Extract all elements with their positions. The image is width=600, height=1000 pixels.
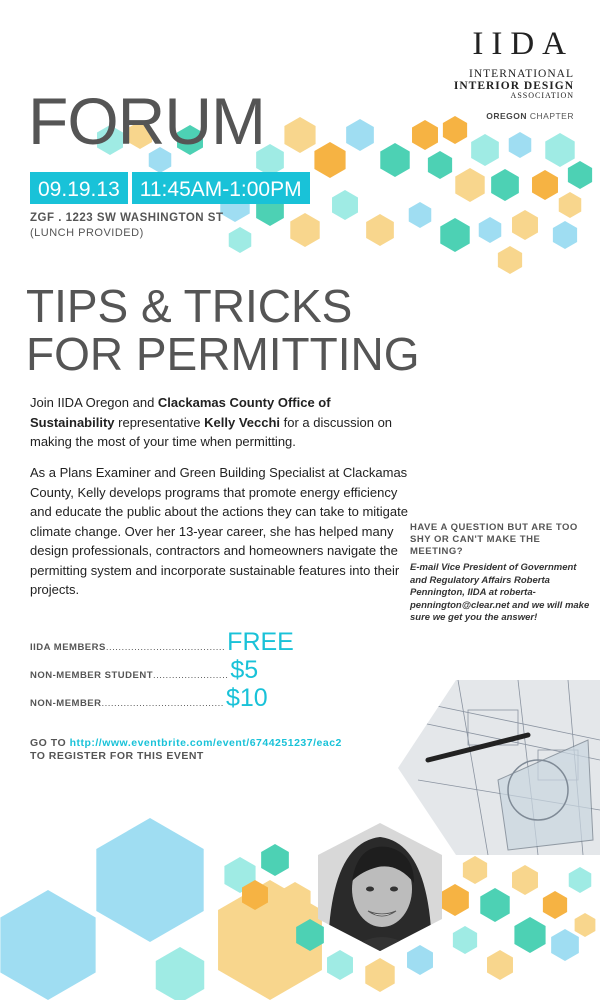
intro-speaker: Kelly Vecchi	[204, 414, 281, 430]
logo-line-interior-design: INTERIOR DESIGN	[453, 79, 574, 92]
event-title: FORUM	[28, 84, 265, 158]
intro-org: Clackamas County Office of Sustainability	[30, 395, 331, 430]
price-value: $5	[230, 656, 259, 684]
price-leader: ......................................	[105, 642, 226, 653]
logo-mark: IIDA	[472, 26, 574, 62]
register-instructions	[30, 737, 342, 763]
register-line-2: TO REGISTER FOR THIS EVENT	[30, 750, 204, 762]
price-row-members	[30, 628, 310, 656]
speaker-photo	[318, 823, 442, 951]
intro-part-3: for a discussion on making the most of your time when permitting.	[30, 414, 393, 449]
event-time: 11:45AM-1:00PM	[132, 172, 310, 204]
register-prefix: GO TO	[30, 737, 70, 749]
date-time-bar	[30, 172, 310, 204]
chapter-suffix: CHAPTER	[527, 111, 574, 121]
bio-paragraph: As a Plans Examiner and Green Building Specialist at Clackamas County, Kelly develops programs that promote energy efficiency and educate the public about the actions they can take to mitigate climate change. Over her 13-year career, she has helped many design professionals, contractors and homeowners navigate the permitting system and incorporate sustainable features into their projects.	[30, 465, 408, 597]
intro-part-2: representative	[114, 414, 205, 430]
chapter-name: OREGON	[486, 111, 528, 121]
price-row-non-member	[30, 684, 310, 712]
price-label: NON-MEMBER	[30, 698, 102, 709]
intro-paragraph	[30, 393, 410, 452]
event-date: 09.19.13	[30, 172, 128, 204]
price-label: NON-MEMBER STUDENT	[30, 670, 153, 681]
headline-line-2: FOR PERMITTING	[26, 328, 420, 380]
headline-line-1: TIPS & TRICKS	[26, 280, 353, 332]
price-row-student	[30, 656, 310, 684]
event-venue: ZGF . 1223 SW WASHINGTON ST	[30, 212, 224, 224]
question-body: E-mail Vice President of Government and Regulatory Affairs Roberta Pennington, IIDA at roberta-pennington@clear.net and we will make sure we get you the answer!	[410, 562, 590, 623]
register-link[interactable]: http://www.eventbrite.com/event/6744251237/eac2	[69, 737, 342, 749]
price-value: $10	[225, 684, 268, 712]
price-value: FREE	[227, 628, 294, 656]
price-leader: .......................................	[101, 698, 224, 709]
price-label: IIDA MEMBERS	[30, 642, 106, 653]
lunch-note: (LUNCH PROVIDED)	[30, 227, 144, 239]
logo-line-association: ASSOCIATION	[510, 91, 574, 100]
iida-logo	[424, 28, 574, 121]
price-leader: ........................	[153, 670, 229, 681]
logo-line-international: INTERNATIONAL	[469, 68, 574, 80]
intro-part-1: Join IIDA Oregon and	[30, 395, 158, 410]
question-heading: HAVE A QUESTION BUT ARE TOO SHY OR CAN'T MAKE THE MEETING?	[410, 522, 578, 557]
logo-chapter	[424, 111, 574, 121]
headline	[26, 282, 420, 378]
